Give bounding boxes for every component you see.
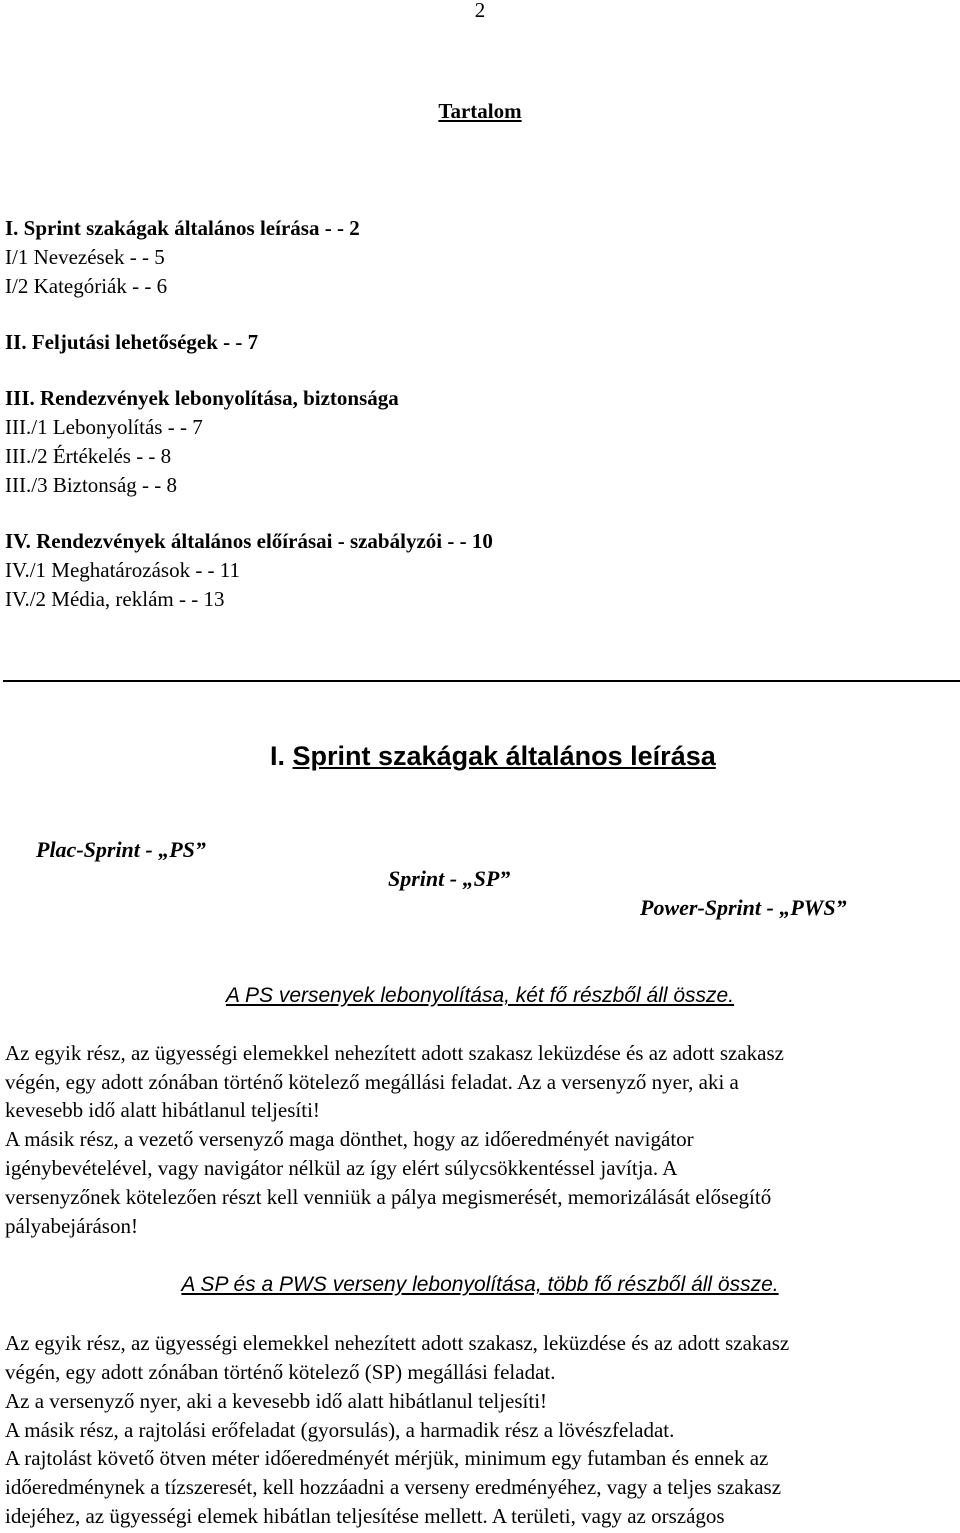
ps-paragraph-line: Az egyik rész, az ügyességi elemekkel nehezített adott szakasz leküzdése és az adott szakasz xyxy=(5,1041,784,1065)
section-heading xyxy=(270,738,716,774)
ps-paragraph-line: versenyzőnek kötelezően részt kell venniük a pálya megismerését, memorizálását elősegítő xyxy=(5,1185,772,1209)
ps-paragraph-line: igénybevételével, vagy navigátor nélkül az így elért súlycsökkentéssel javítja. A xyxy=(5,1156,678,1180)
toc-heading: IV. Rendezvények általános előírásai - szabályzói - - 10 xyxy=(5,529,493,553)
sp-pws-subheading: A SP és a PWS verseny lebonyolítása, több fő részből áll össze. xyxy=(181,1273,779,1296)
sp-pws-paragraph-line: idejéhez, az ügyességi elemek hibátlan teljesítése mellett. A területi, vagy az országos xyxy=(5,1504,725,1528)
toc-item: III./3 Biztonság - - 8 xyxy=(5,473,178,497)
category-power-sprint: Power-Sprint - „PWS” xyxy=(640,895,847,920)
table-of-contents xyxy=(5,214,493,614)
sp-pws-paragraph-line: A rajtolást követő ötven méter időeredményét mérjük, minimum egy futamban és ennek az xyxy=(5,1446,769,1470)
sp-pws-paragraph-line: Az egyik rész, az ügyességi elemekkel nehezített adott szakasz, leküzdése és az adott szakasz xyxy=(5,1331,790,1355)
sp-pws-paragraph-line: időeredménynek a tízszeresét, kell hozzáadni a verseny eredményéhez, vagy a teljes szakasz xyxy=(5,1475,782,1499)
ps-paragraph-line: végén, egy adott zónában történő kötelező megállási feladat. Az a versenyző nyer, aki a xyxy=(5,1070,739,1094)
ps-paragraph-line: pályabejáráson! xyxy=(5,1214,138,1238)
section-number: I. xyxy=(270,741,286,771)
ps-paragraph-line: kevesebb idő alatt hibátlanul teljesíti! xyxy=(5,1098,320,1122)
category-sprint: Sprint - „SP” xyxy=(388,866,511,891)
toc-item: I/2 Kategóriák - - 6 xyxy=(5,274,168,298)
section-title: Sprint szakágak általános leírása xyxy=(292,741,716,771)
toc-heading: I. Sprint szakágak általános leírása - - 2 xyxy=(5,216,360,240)
toc-item: I/1 Nevezések - - 5 xyxy=(5,245,165,269)
category-plac-sprint: Plac-Sprint - „PS” xyxy=(36,837,206,862)
toc-title: Tartalom xyxy=(438,99,522,123)
sp-pws-paragraph-line: végén, egy adott zónában történő kötelező (SP) megállási feladat. xyxy=(5,1360,556,1384)
toc-item: III./2 Értékelés - - 8 xyxy=(5,444,172,468)
sp-pws-paragraph-line: A másik rész, a rajtolási erőfeladat (gyorsulás), a harmadik rész a lövészfeladat. xyxy=(5,1418,675,1442)
toc-item: IV./2 Média, reklám - - 13 xyxy=(5,587,225,611)
ps-subheading: A PS versenyek lebonyolítása, két fő részből áll össze. xyxy=(225,984,735,1007)
sp-pws-paragraph-line: Az a versenyző nyer, aki a kevesebb idő alatt hibátlanul teljesíti! xyxy=(5,1389,548,1413)
toc-item: IV./1 Meghatározások - - 11 xyxy=(5,558,241,582)
toc-heading: III. Rendezvények lebonyolítása, biztonsága xyxy=(5,386,399,410)
page-number: 2 xyxy=(474,0,486,22)
ps-paragraph-line: A másik rész, a vezető versenyző maga dönthet, hogy az időeredményét navigátor xyxy=(5,1127,694,1151)
horizontal-divider xyxy=(3,680,960,682)
toc-heading: II. Feljutási lehetőségek - - 7 xyxy=(5,330,259,354)
toc-item: III./1 Lebonyolítás - - 7 xyxy=(5,415,203,439)
